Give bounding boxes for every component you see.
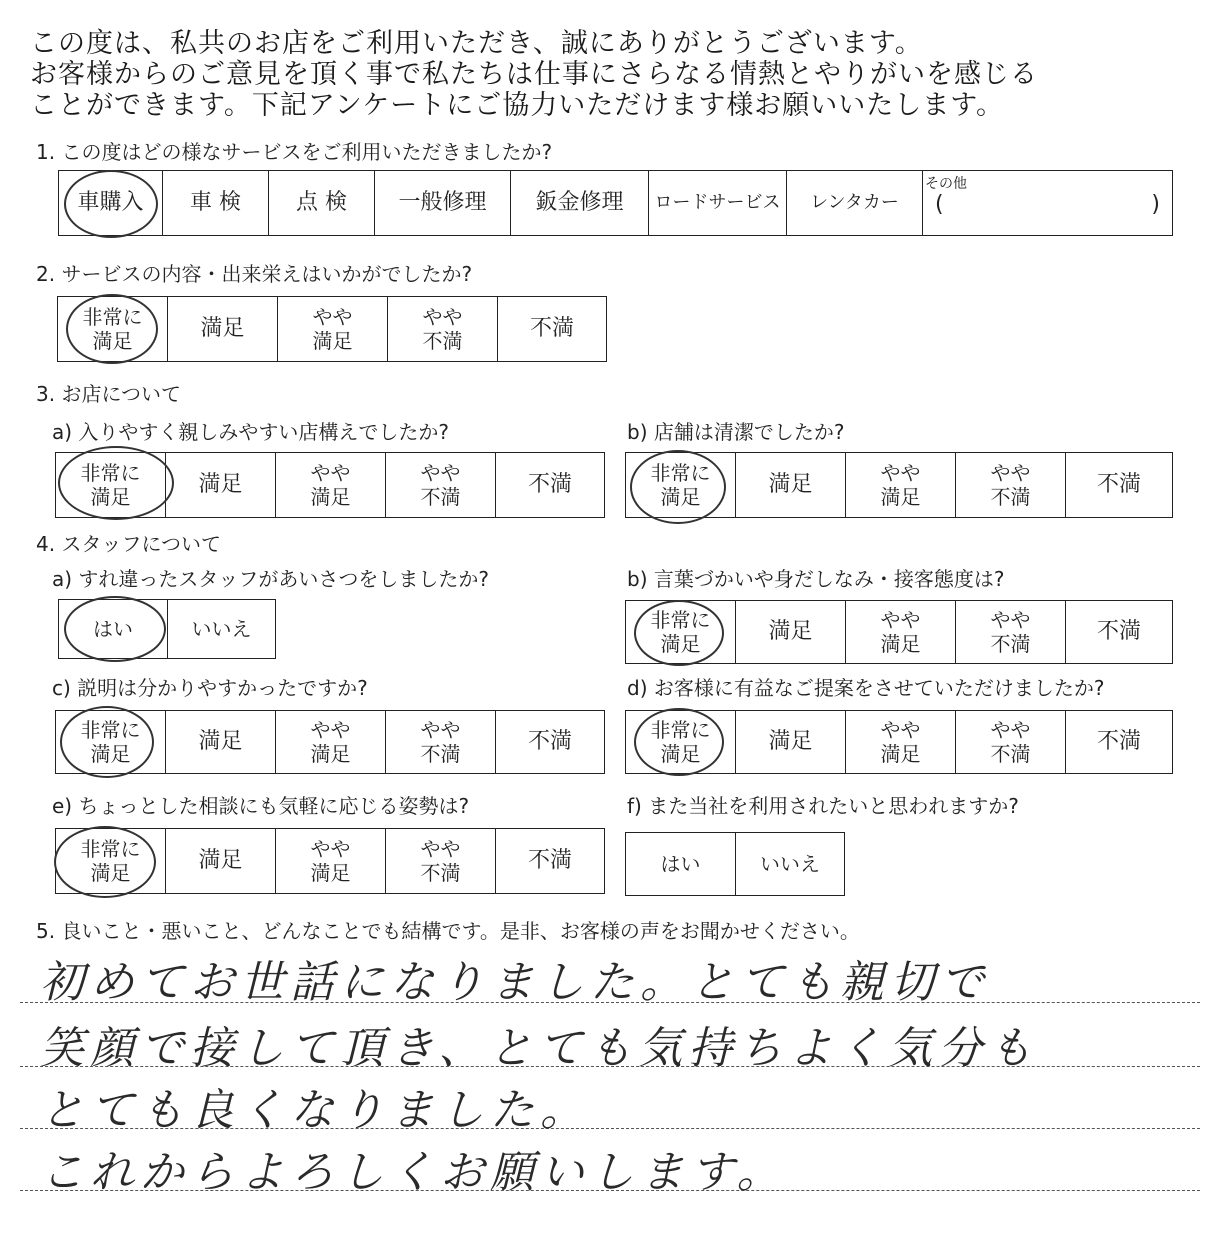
q3b-title: b) 店舗は清潔でしたか? — [627, 420, 845, 444]
q3b-somewhat-satisfied[interactable]: やや 満足 — [846, 453, 956, 517]
q4f-yesno — [625, 832, 845, 896]
q4a-title: a) すれ違ったスタッフがあいさつをしましたか? — [52, 567, 490, 591]
handwritten-comment-2: 笑顔で接して頂き、とても気持ちよく気分も — [40, 1023, 1039, 1074]
q4b-satisfied[interactable]: 満足 — [736, 601, 846, 663]
q4e-somewhat-satisfied[interactable]: やや 満足 — [276, 829, 386, 893]
q4e-dissatisfied[interactable]: 不満 — [527, 848, 572, 873]
q4a-yesno — [58, 599, 276, 659]
q2-satisfied[interactable]: 満足 — [168, 297, 278, 361]
q4e-scale — [55, 828, 605, 894]
q4a-no[interactable]: いいえ — [191, 617, 252, 641]
q4b-title: b) 言葉づかいや身だしなみ・接客態度は? — [627, 567, 1005, 591]
q4a-yes[interactable]: はい — [59, 600, 168, 658]
q1-option-car-purchase[interactable]: 車購入 — [59, 171, 163, 235]
q4e-somewhat-dissatisfied[interactable]: やや 不満 — [386, 829, 496, 893]
q4b-somewhat-satisfied[interactable]: やや 満足 — [846, 601, 956, 663]
intro-text — [30, 28, 1210, 121]
q4b-scale — [625, 600, 1173, 664]
q3a-dissatisfied[interactable]: 不満 — [527, 472, 572, 497]
q4d-somewhat-dissatisfied[interactable]: やや 不満 — [956, 711, 1066, 773]
intro-line-2: お客様からのご意見を頂く事で私たちは仕事にさらなる情熱とやりがいを感じる — [30, 59, 1038, 90]
intro-line-3: ことができます。下記アンケートにご協力いただけます様お願いいたします。 — [30, 90, 1005, 121]
q2-somewhat-satisfied[interactable]: やや 満足 — [278, 297, 388, 361]
q2-very-satisfied[interactable]: 非常に 満足 — [58, 297, 168, 361]
q4c-scale — [55, 710, 605, 774]
q4d-scale — [625, 710, 1173, 774]
other-input[interactable]: ( ) — [935, 192, 1160, 217]
q4d-dissatisfied[interactable]: 不満 — [1096, 729, 1141, 754]
q5-title: 5. 良いこと・悪いこと、どんなことでも結構です。是非、お客様の声をお聞かせください。 — [36, 919, 860, 943]
q4d-very-satisfied[interactable]: 非常に 満足 — [626, 711, 736, 773]
q2-dissatisfied[interactable]: 不満 — [529, 316, 574, 341]
q3b-somewhat-dissatisfied[interactable]: やや 不満 — [956, 453, 1066, 517]
q1-option-general-repair[interactable]: 一般修理 — [375, 171, 511, 235]
q3a-somewhat-satisfied[interactable]: やや 満足 — [276, 453, 386, 517]
q4d-satisfied[interactable]: 満足 — [736, 711, 846, 773]
q3b-scale — [625, 452, 1173, 518]
q3-title: 3. お店について — [36, 382, 182, 406]
q4e-satisfied[interactable]: 満足 — [166, 829, 276, 893]
q4-title: 4. スタッフについて — [36, 532, 222, 556]
q4f-title: f) また当社を利用されたいと思われますか? — [627, 794, 1019, 818]
q4c-somewhat-dissatisfied[interactable]: やや 不満 — [386, 711, 496, 773]
q4f-no[interactable]: いいえ — [760, 852, 820, 876]
q4d-title: d) お客様に有益なご提案をさせていただけましたか? — [627, 676, 1105, 700]
q3b-dissatisfied[interactable]: 不満 — [1096, 472, 1141, 497]
q4b-very-satisfied[interactable]: 非常に 満足 — [626, 601, 736, 663]
q1-options — [58, 170, 1173, 236]
q2-title: 2. サービスの内容・出来栄えはいかがでしたか? — [36, 262, 473, 286]
handwritten-comment-3: とても良くなりました。 — [40, 1085, 590, 1136]
q4e-very-satisfied[interactable]: 非常に 満足 — [56, 829, 166, 893]
q3a-somewhat-dissatisfied[interactable]: やや 不満 — [386, 453, 496, 517]
other-label: その他 — [925, 176, 967, 192]
q4b-dissatisfied[interactable]: 不満 — [1096, 619, 1141, 644]
q1-option-road-service[interactable]: ロードサービス — [649, 171, 787, 235]
q1-title: 1. この度はどの様なサービスをご利用いただきましたか? — [36, 140, 553, 164]
q4d-somewhat-satisfied[interactable]: やや 満足 — [846, 711, 956, 773]
q4c-somewhat-satisfied[interactable]: やや 満足 — [276, 711, 386, 773]
q4c-title: c) 説明は分かりやすかったですか? — [52, 676, 368, 700]
q4b-somewhat-dissatisfied[interactable]: やや 不満 — [956, 601, 1066, 663]
q4c-dissatisfied[interactable]: 不満 — [527, 729, 572, 754]
intro-line-1: この度は、私共のお店をご利用いただき、誠にありがとうございます。 — [30, 28, 923, 59]
q4c-very-satisfied[interactable]: 非常に 満足 — [56, 711, 166, 773]
q3a-satisfied[interactable]: 満足 — [166, 453, 276, 517]
handwritten-comment-1: 初めてお世話になりました。とても親切で — [40, 957, 990, 1008]
q3a-title: a) 入りやすく親しみやすい店構えでしたか? — [52, 420, 450, 444]
q2-scale — [57, 296, 607, 362]
q3a-very-satisfied[interactable]: 非常に 満足 — [56, 453, 166, 517]
q1-option-checkup[interactable]: 点 検 — [269, 171, 375, 235]
q2-somewhat-dissatisfied[interactable]: やや 不満 — [388, 297, 498, 361]
q1-option-rental-car[interactable]: レンタカー — [787, 171, 923, 235]
q1-option-other[interactable] — [923, 171, 1172, 235]
q3a-scale — [55, 452, 605, 518]
q4f-yes[interactable]: はい — [626, 833, 736, 895]
q3b-very-satisfied[interactable]: 非常に 満足 — [626, 453, 736, 517]
q3b-satisfied[interactable]: 満足 — [736, 453, 846, 517]
q1-option-body-repair[interactable]: 鈑金修理 — [511, 171, 649, 235]
handwritten-comment-4: これからよろしくお願いします。 — [40, 1147, 787, 1198]
q4e-title: e) ちょっとした相談にも気軽に応じる姿勢は? — [52, 794, 470, 818]
q4c-satisfied[interactable]: 満足 — [166, 711, 276, 773]
q1-option-inspection[interactable]: 車 検 — [163, 171, 269, 235]
